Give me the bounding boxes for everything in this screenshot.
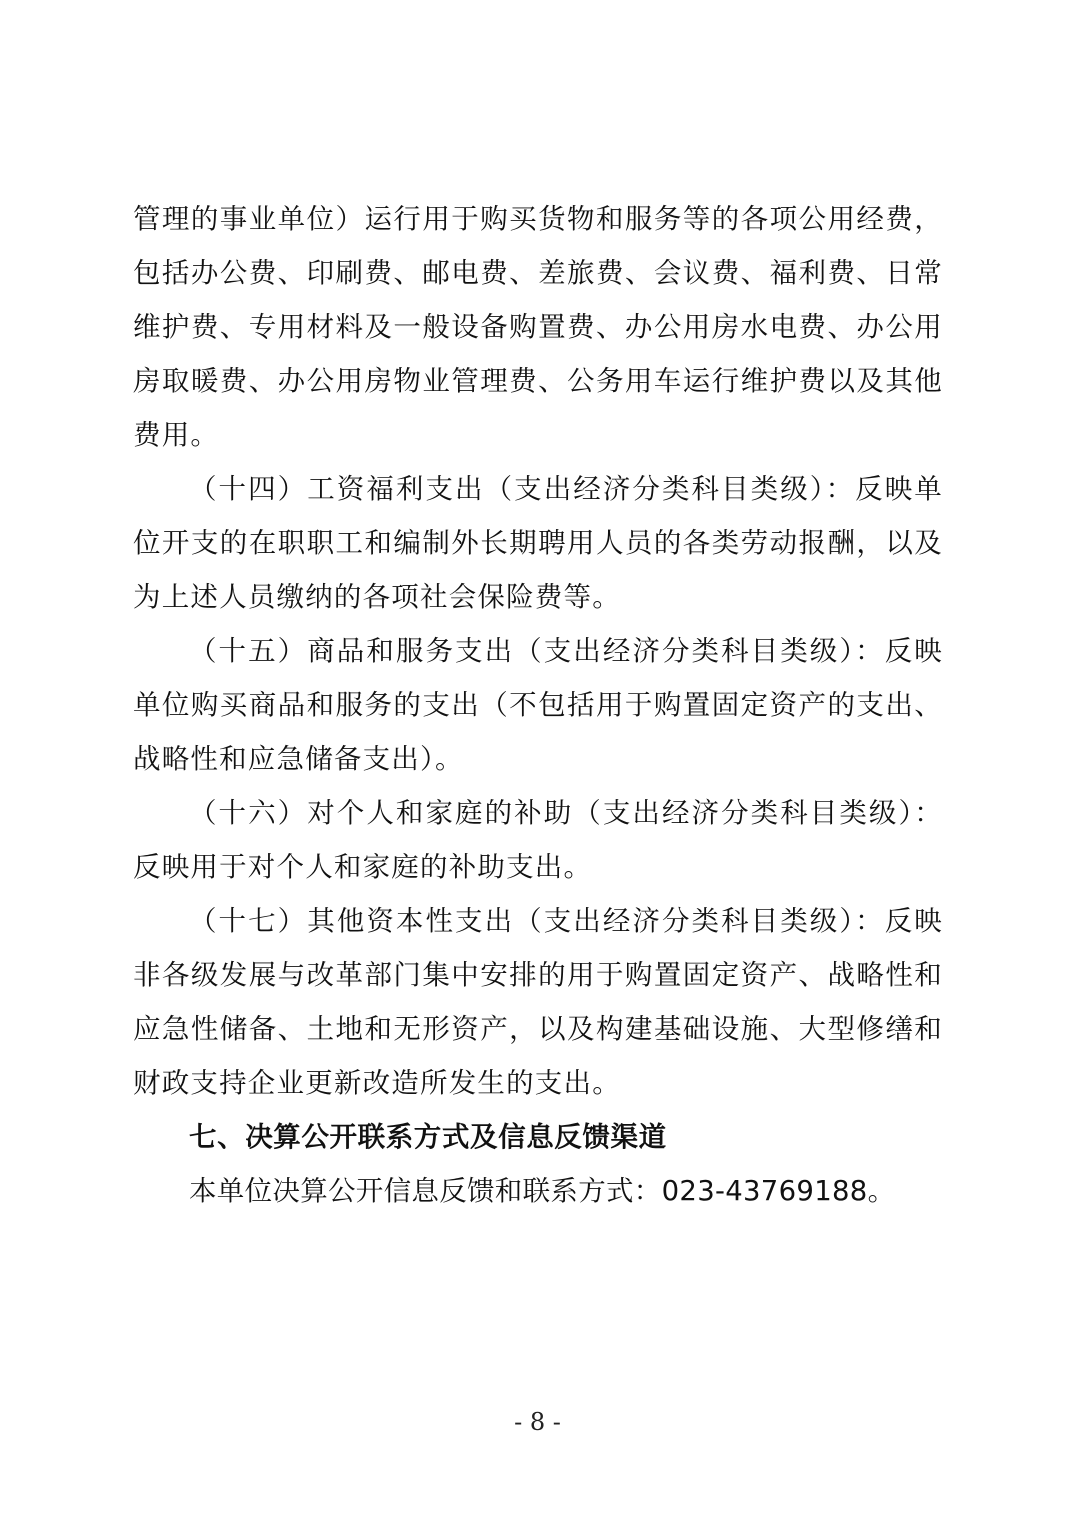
page-number: - 8 - (514, 1408, 561, 1436)
paragraph-item-17: （十七）其他资本性支出（支出经济分类科目类级）：反映非各级发展与改革部门集中安排的用于购置固定资产、战略性和应急性储备、土地和无形资产，以及构建基础设施、大型修缮和财政支持企业更新改造所发生的支出。 (133, 905, 943, 1099)
section-heading: 七、决算公开联系方式及信息反馈渠道 (189, 1121, 667, 1153)
contact-line: 本单位决算公开信息反馈和联系方式：023-43769188。 (189, 1175, 896, 1207)
paragraph-continuation: 管理的事业单位）运行用于购买货物和服务等的各项公用经费，包括办公费、印刷费、邮电费、差旅费、会议费、福利费、日常维护费、专用材料及一般设备购置费、办公用房水电费、办公用房取暖费、办公用房物业管理费、公务用车运行维护费以及其他费用。 (133, 203, 943, 451)
paragraph-item-15: （十五）商品和服务支出（支出经济分类科目类级）：反映单位购买商品和服务的支出（不包括用于购置固定资产的支出、战略性和应急储备支出）。 (133, 635, 943, 775)
paragraph-item-16: （十六）对个人和家庭的补助（支出经济分类科目类级）：反映用于对个人和家庭的补助支出。 (133, 797, 943, 883)
document-body (133, 192, 943, 1218)
paragraph-item-14: （十四）工资福利支出（支出经济分类科目类级）：反映单位开支的在职职工和编制外长期聘用人员的各类劳动报酬，以及为上述人员缴纳的各项社会保险费等。 (133, 473, 943, 613)
